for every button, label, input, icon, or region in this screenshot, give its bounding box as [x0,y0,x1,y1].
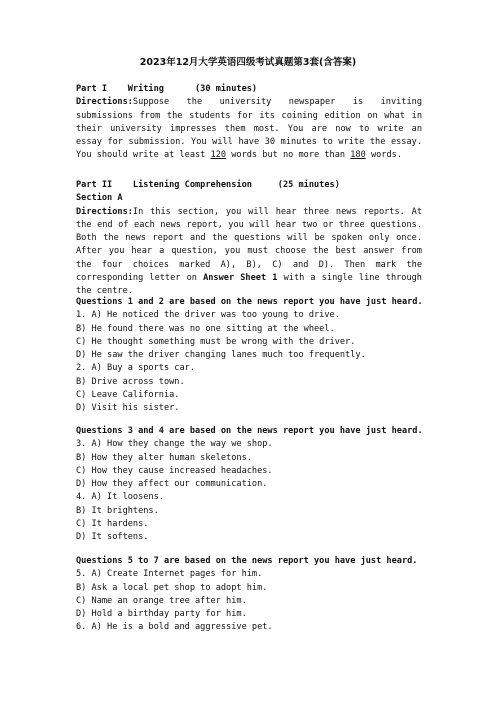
part1-section [76,83,422,163]
question-option: D) He saw the driver changing lanes much too frequently. [76,350,366,361]
question-option: C) Leave California. [76,390,180,401]
question-group-heading: Questions 3 and 4 are based on the news report you have just heard. [76,426,423,436]
question-option: 3. A) How they change the way we shop. [76,439,273,450]
question-option: C) It hardens. [76,519,149,530]
max-words: 180 [350,150,366,161]
part1-directions-text-a: Suppose the university newspaper is inviting submissions from the students for its coining edition on what in their university impresses them most. You are now to write an essay for submission. You will have 30 minutes to write the essay. You should write at least [76,97,422,161]
question-group-heading: Questions 1 and 2 are based on the news report you have just heard. [76,297,423,307]
part1-heading: Part I Writing (30 minutes) [76,84,258,94]
question-group-heading: Questions 5 to 7 are based on the news report you have just heard. [76,556,418,566]
question-option: B) How they alter human skeletons. [76,452,252,463]
question-option: D) Hold a birthday party for him. [76,609,247,620]
section-a-heading: Section A [76,193,123,204]
part2-directions-label: Directions: [76,206,133,217]
document-title: 2023年12月大学英语四级考试真题第3套(含答案) [139,57,357,68]
question-option: D) It softens. [76,532,149,543]
question-option: B) He found there was no one sitting at the wheel. [76,323,335,334]
answer-sheet-ref: Answer Sheet 1 [203,273,278,284]
question-option: C) He thought something must be wrong with the driver. [76,336,356,347]
part2-directions-text-b: with a single line through the centre. [76,273,422,297]
question-option: B) Drive across town. [76,376,185,387]
question-option: D) How they affect our communication. [76,479,268,490]
part1-directions-text-b: words but no more than [226,150,351,161]
part2-heading: Part II Listening Comprehension (25 minutes) [76,180,340,190]
part1-directions-text-c: words. [365,150,402,161]
question-group-2 [76,425,422,545]
part2-section [76,179,422,299]
question-group-3 [76,555,422,635]
question-option: 2. A) Buy a sports car. [76,363,195,374]
question-group-1 [76,296,422,416]
question-option: 4. A) It loosens. [76,492,164,503]
part1-directions-label: Directions: [76,97,133,108]
min-words: 120 [210,150,227,161]
question-option: 5. A) Create Internet pages for him. [76,569,263,580]
question-option: C) How they cause increased headaches. [76,465,273,476]
part2-directions [76,206,422,299]
question-option: B) It brightens. [76,505,159,516]
question-option: B) Ask a local pet shop to adopt him. [76,582,268,593]
part1-directions [76,96,422,162]
part2-directions-text-a: In this section, you will hear three news reports. At the end of each news report, you will hear two or three questions. Both the news report and the questions will be spoken only once. After you hear a question, you must choose the best answer from the four choices marked A), B), C) and D). Then mark the corresponding letter on [76,206,422,284]
question-option: D) Visit his sister. [76,403,180,414]
question-option: 1. A) He noticed the driver was too young to drive. [76,310,340,321]
question-option: 6. A) He is a bold and aggressive pet. [76,622,273,633]
question-option: C) Name an orange tree after him. [76,595,247,606]
